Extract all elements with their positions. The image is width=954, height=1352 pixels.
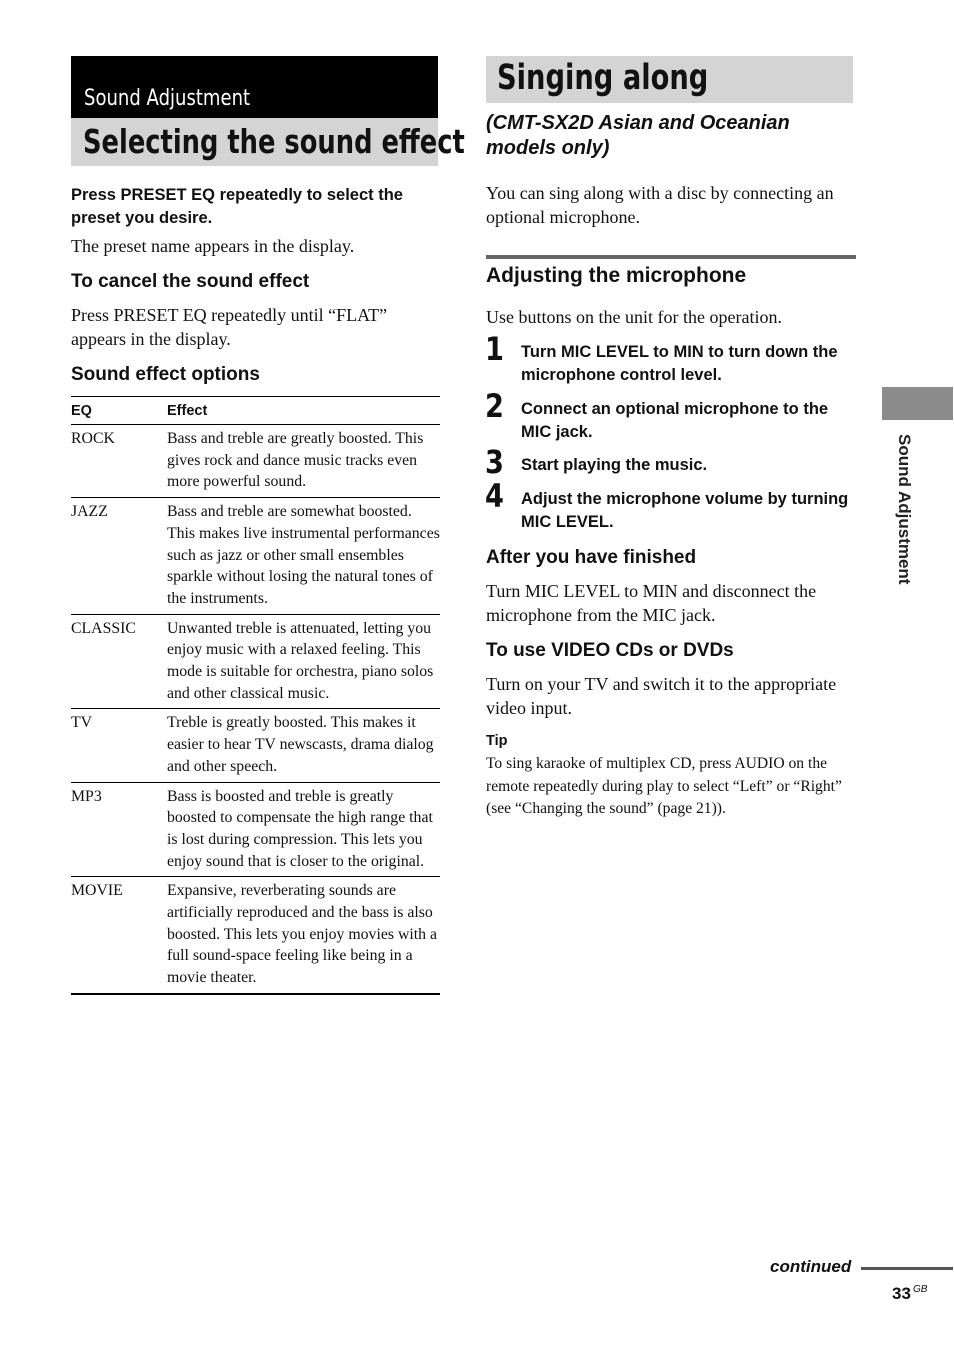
tip-text: To sing karaoke of multiplex CD, press AUDIO on the remote repeatedly during play to select “Left” or “Right” (see “Changing the sound” (page 21)). [486, 755, 842, 817]
video-heading: To use VIDEO CDs or DVDs [486, 640, 734, 661]
video-text: Turn on your TV and switch it to the appropriate video input. [486, 674, 837, 718]
eq-effect: Treble is greatly boosted. This makes it easier to hear TV newscasts, drama dialog and other speech. [167, 714, 434, 775]
eq-name: TV [71, 714, 93, 732]
sound-effect-table [71, 396, 440, 995]
header-effect: Effect [167, 402, 208, 419]
instruction: Press PRESET EQ repeatedly to select the preset you desire. [71, 186, 403, 227]
table-row [71, 709, 440, 782]
instruction-note: The preset name appears in the display. [71, 236, 355, 256]
step-text: Turn MIC LEVEL to MIN to turn down the microphone control level. [521, 343, 838, 384]
table-row [71, 783, 440, 878]
eq-name: MOVIE [71, 882, 123, 900]
page-number: 33 [892, 1284, 911, 1303]
eq-name: ROCK [71, 430, 115, 447]
mic-intro: Use buttons on the unit for the operation. [486, 307, 782, 327]
after-heading: After you have finished [486, 547, 697, 568]
table-header [71, 397, 440, 425]
table-row [71, 425, 440, 498]
cancel-heading: To cancel the sound effect [71, 271, 310, 292]
eq-name: JAZZ [71, 503, 108, 521]
step-number: 4 [485, 477, 504, 515]
page-title-right: Singing along [497, 58, 709, 98]
step-number: 1 [485, 330, 504, 368]
mic-heading: Adjusting the microphone [486, 264, 747, 287]
table-row [71, 615, 440, 710]
section-rule [486, 255, 856, 259]
step-number: 2 [485, 387, 504, 425]
page-title-left: Selecting the sound effect [83, 122, 465, 161]
options-heading: Sound effect options [71, 364, 260, 385]
section-label: Sound Adjustment [84, 86, 251, 111]
tip-label: Tip [486, 733, 508, 749]
step-text: Connect an optional microphone to the MIC jack. [521, 400, 829, 441]
eq-effect: Bass and treble are somewhat boosted. This makes live instrumental performances such as jazz or other small ensembles sparkle without losing the natural tones of the instruments. [167, 503, 440, 607]
eq-name: MP3 [71, 787, 102, 805]
eq-name: CLASSIC [71, 619, 136, 637]
header-eq: EQ [71, 402, 92, 419]
after-text: Turn MIC LEVEL to MIN and disconnect the microphone from the MIC jack. [486, 581, 817, 625]
continued-rule [861, 1267, 953, 1270]
models-note: (CMT-SX2D Asian and Oceanian models only) [486, 112, 790, 159]
table-row [71, 498, 440, 615]
eq-effect: Bass is boosted and treble is greatly boosted to compensate the high range that is lost during compression. This lets you enjoy sound that is closer to the original. [167, 787, 433, 870]
page-suffix: GB [913, 1284, 928, 1295]
step-text: Adjust the microphone volume by turning MIC LEVEL. [521, 490, 849, 531]
eq-effect: Bass and treble are greatly boosted. This gives rock and dance music tracks even more powerful sound. [167, 430, 424, 491]
eq-effect: Unwanted treble is attenuated, letting you enjoy music with a relaxed feeling. This mode is suitable for orchestra, piano solos and other classical music. [167, 619, 434, 702]
side-tab-label: Sound Adjustment [895, 434, 914, 585]
side-tab [882, 387, 953, 420]
singing-intro: You can sing along with a disc by connecting an optional microphone. [486, 183, 834, 227]
cancel-text: Press PRESET EQ repeatedly until “FLAT” appears in the display. [71, 305, 388, 349]
continued-label: continued [770, 1257, 852, 1276]
table-row [71, 877, 440, 995]
eq-effect: Expansive, reverberating sounds are artificially reproduced and the bass is also boosted. This lets you enjoy movies with a full sound-space feeling like being in a movie theater. [167, 882, 437, 987]
step-text: Start playing the music. [521, 456, 708, 474]
step-number: 3 [485, 443, 504, 481]
